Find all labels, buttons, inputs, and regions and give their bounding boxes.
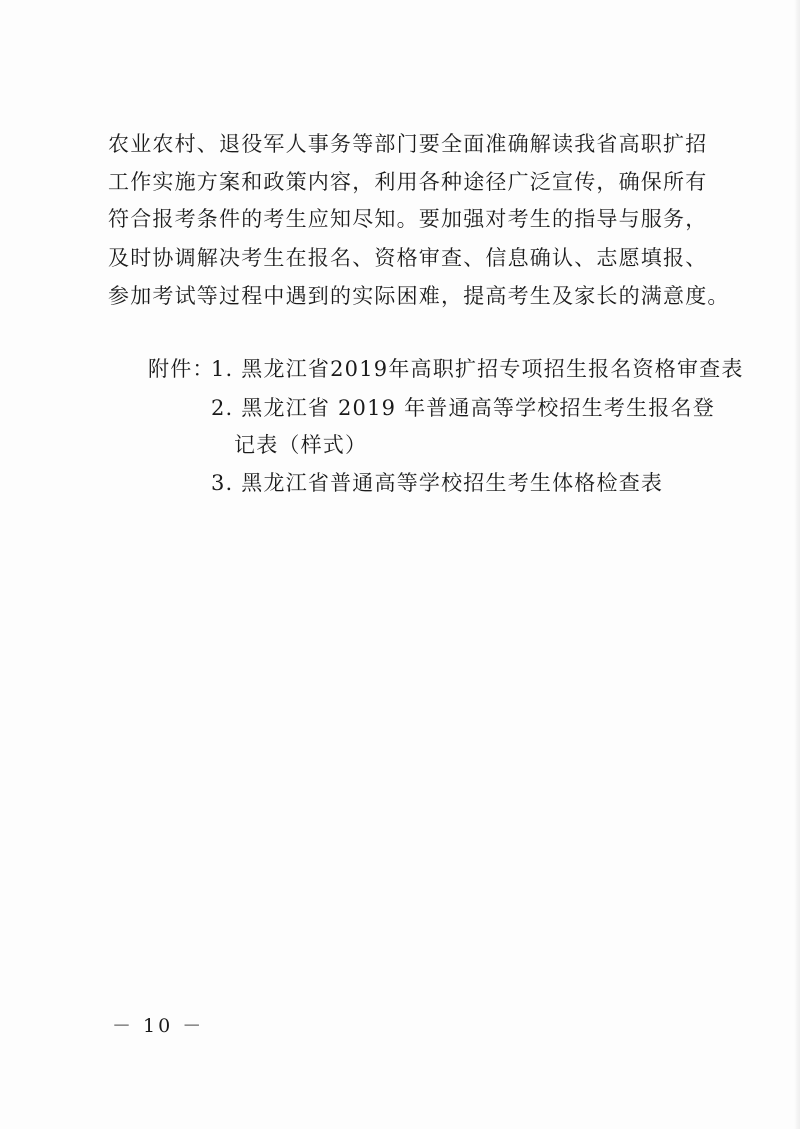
page-number: － 10 － bbox=[112, 1015, 205, 1037]
page-edge-shadow bbox=[794, 0, 800, 1129]
paragraph-line: 参加考试等过程中遇到的实际困难，提高考生及家长的满意度。 bbox=[108, 284, 730, 308]
paragraph-line: 及时协调解决考生在报名、资格审查、信息确认、志愿填报、 bbox=[108, 246, 708, 270]
paragraph-line: 工作实施方案和政策内容，利用各种途径广泛宣传，确保所有 bbox=[108, 170, 708, 194]
attachments-label: 附件： bbox=[148, 357, 215, 381]
paragraph-line: 农业农村、退役军人事务等部门要全面准确解读我省高职扩招 bbox=[108, 132, 708, 156]
paragraph-line: 符合报考条件的考生应知尽知。要加强对考生的指导与服务， bbox=[108, 207, 708, 231]
attachment-item-2-continuation: 记表（样式） bbox=[234, 433, 368, 457]
attachment-item-2: 2. 黑龙江省 2019 年普通高等学校招生考生报名登 bbox=[211, 396, 715, 420]
attachment-item-3: 3. 黑龙江省普通高等学校招生考生体格检查表 bbox=[211, 471, 664, 495]
attachment-item-1: 1. 黑龙江省2019年高职扩招专项招生报名资格审查表 bbox=[211, 357, 744, 381]
